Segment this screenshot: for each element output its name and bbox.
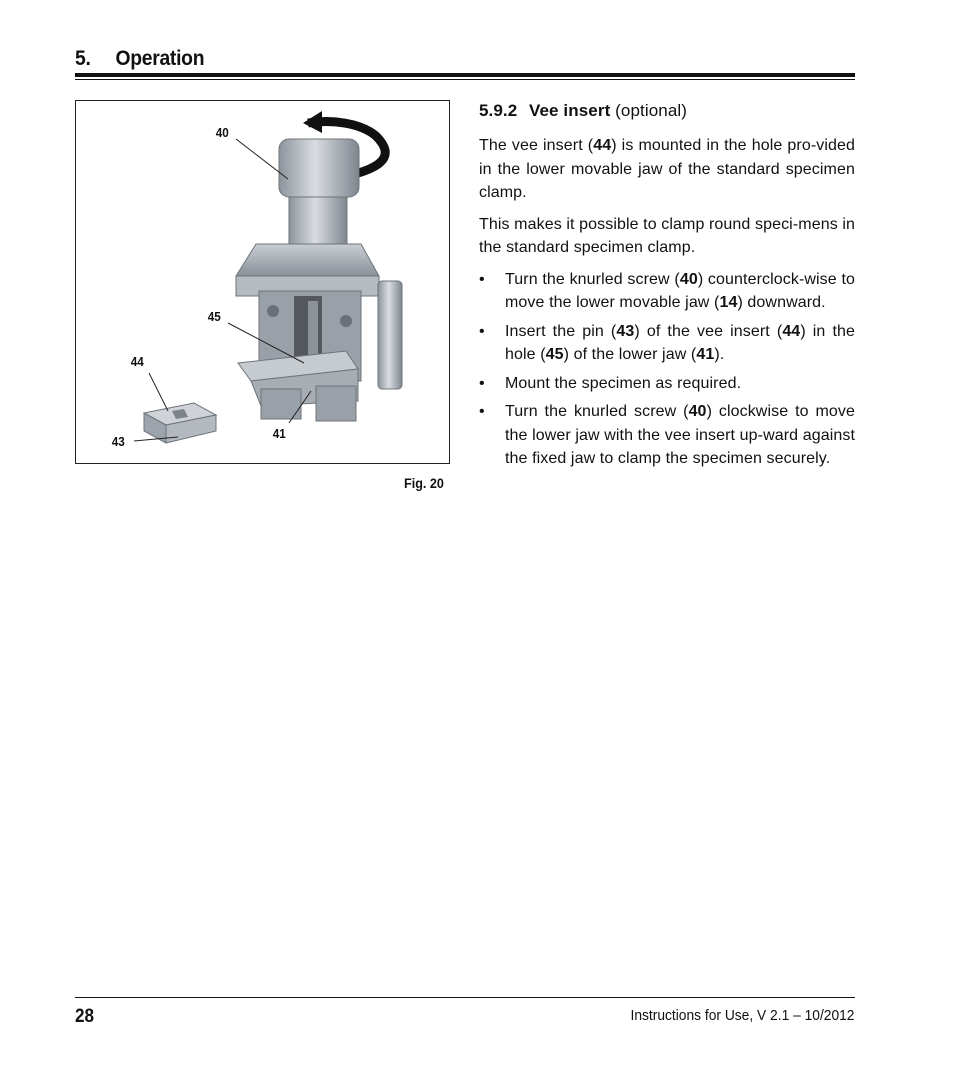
section-title-text: Operation [115, 47, 205, 70]
bullet-icon: • [479, 403, 485, 420]
figure-caption: Fig. 20 [404, 475, 444, 491]
figure-20 [75, 100, 450, 464]
header-rule-thin [75, 79, 855, 80]
list-item-text: ) of the vee insert ( [634, 322, 783, 340]
subsection-heading [479, 100, 855, 122]
list-item-ref: 43 [616, 322, 635, 340]
subsection-number: 5.9.2 [479, 101, 518, 120]
text-column [479, 100, 855, 476]
list-item-text: ) clockwise to move the lower jaw with the vee insert up-ward against the fixed jaw to clamp the specimen securely. [505, 403, 855, 467]
callout-41: 41 [272, 426, 286, 441]
callout-40: 40 [215, 125, 229, 140]
section-title [75, 47, 204, 71]
para1-text-c: ) is mounted in the hole pro-vided in the lower movable jaw of the standard specimen clamp. [479, 137, 855, 201]
specimen-clamp-illustration [76, 101, 449, 463]
list-item-ref: 40 [688, 403, 707, 420]
section-number: 5. [75, 47, 91, 70]
para1-text-a: The vee insert ( [479, 137, 594, 154]
instruction-list [479, 268, 855, 471]
paragraph-1 [479, 134, 855, 205]
list-item-text: Turn the knurled screw ( [505, 270, 680, 288]
list-item-ref: 45 [545, 346, 564, 363]
list-item-text: ) counterclock-wise to move the lower movable jaw ( [505, 270, 855, 311]
list-item-text: ) of the lower jaw ( [563, 346, 697, 363]
list-item-text: Turn the knurled screw ( [505, 403, 689, 420]
list-item [479, 268, 855, 315]
bullet-icon: • [479, 374, 485, 392]
list-item-ref: 40 [679, 270, 698, 288]
list-item-ref: 14 [719, 294, 738, 311]
list-item-text: ) downward. [737, 294, 826, 311]
subsection-suffix: (optional) [615, 101, 688, 120]
list-item-text: Mount the specimen as required. [505, 374, 742, 392]
list-item-text: ) in the hole ( [505, 322, 856, 363]
callout-44: 44 [130, 354, 144, 369]
list-item-ref: 41 [696, 346, 715, 363]
paragraph-2: This makes it possible to clamp round speci-mens in the standard specimen clamp. [479, 215, 855, 256]
bullet-icon: • [479, 322, 485, 340]
para1-ref-44: 44 [593, 137, 612, 154]
bullet-icon: • [479, 270, 485, 288]
list-item-text: ). [714, 346, 725, 363]
callout-45: 45 [207, 309, 221, 324]
list-item [479, 320, 855, 367]
callout-43: 43 [111, 434, 125, 449]
list-item [479, 400, 855, 471]
list-item-ref: 44 [782, 322, 801, 340]
list-item [479, 372, 855, 396]
subsection-title: Vee insert [529, 101, 611, 120]
footer-rule [75, 997, 855, 998]
list-item-text: Insert the pin ( [505, 322, 617, 340]
page-number: 28 [75, 1006, 95, 1027]
header-rule [75, 73, 855, 77]
footer-doc-info: Instructions for Use, V 2.1 – 10/2012 [629, 1007, 854, 1024]
